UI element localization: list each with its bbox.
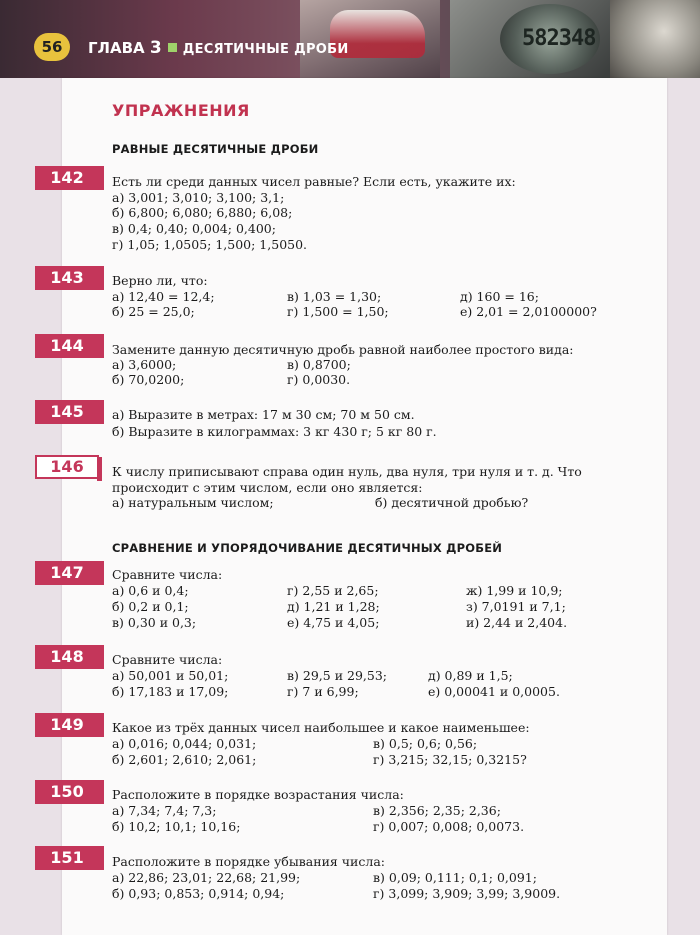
exercise-item: д) 160 = 16; (460, 289, 539, 304)
exercise-item: г) 1,500 = 1,50; (287, 304, 389, 319)
exercise-question: Расположите в порядке возрастания числа: (112, 787, 404, 802)
exercise-item: д) 0,89 и 1,5; (428, 668, 513, 683)
exercise-item: а) 7,34; 7,4; 7,3; (112, 803, 217, 818)
chapter-label: ГЛАВА (88, 39, 145, 57)
section-heading-equal: РАВНЫЕ ДЕСЯТИЧНЫЕ ДРОБИ (112, 142, 319, 156)
exercise-item: а) 3,001; 3,010; 3,100; 3,1; (112, 190, 285, 205)
exercise-question: Есть ли среди данных чисел равные? Если есть, укажите их: (112, 174, 516, 189)
exercise-item: б) 0,93; 0,853; 0,914; 0,94; (112, 886, 285, 901)
exercise-item: а) 3,6000; (112, 357, 177, 372)
exercise-question: Расположите в порядке убывания числа: (112, 854, 385, 869)
exercise-question: Верно ли, что: (112, 273, 208, 288)
exercise-item: б) Выразите в килограммах: 3 кг 430 г; 5 кг 80 г. (112, 424, 437, 439)
exercise-item: б) 2,601; 2,610; 2,061; (112, 752, 257, 767)
exercise-question: Замените данную десятичную дробь равной наиболее простого вида: (112, 342, 574, 357)
exercise-item: г) 0,0030. (287, 372, 351, 387)
exercise-item: г) 3,099; 3,909; 3,99; 3,9009. (373, 886, 561, 901)
exercise-item: г) 3,215; 32,15; 0,3215? (373, 752, 527, 767)
bullet-square-icon (168, 43, 177, 52)
exercise-item: б) 0,2 и 0,1; (112, 599, 189, 614)
exercise-number: 149 (35, 713, 99, 737)
exercise-number: 144 (35, 334, 99, 358)
exercise-item: б) 25 = 25,0; (112, 304, 195, 319)
exercise-item: а) Выразите в метрах: 17 м 30 см; 70 м 50 см. (112, 407, 415, 422)
exercise-item: ж) 1,99 и 10,9; (466, 583, 563, 598)
exercise-number: 142 (35, 166, 99, 190)
exercise-item: в) 1,03 = 1,30; (287, 289, 382, 304)
watch-digits: 582348 (522, 26, 596, 51)
exercise-item: б) 70,0200; (112, 372, 185, 387)
exercise-item: г) 1,05; 1,0505; 1,500; 1,5050. (112, 237, 308, 252)
exercise-item: е) 2,01 = 2,0100000? (460, 304, 597, 319)
exercise-item: з) 7,0191 и 7,1; (466, 599, 566, 614)
exercise-question: Какое из трёх данных чисел наибольшее и какое наименьшее: (112, 720, 530, 735)
exercise-item: д) 1,21 и 1,28; (287, 599, 380, 614)
exercise-item: а) 0,6 и 0,4; (112, 583, 189, 598)
exercise-item: и) 2,44 и 2,404. (466, 615, 568, 630)
exercise-item: в) 0,8700; (287, 357, 351, 372)
exercise-question: К числу приписывают справа один нуль, два нуля, три нуля и т. д. Что (112, 464, 582, 479)
exercise-item: е) 4,75 и 4,05; (287, 615, 380, 630)
chapter-number: 3 (149, 38, 162, 58)
exercise-item: е) 0,00041 и 0,0005. (428, 684, 560, 699)
exercise-number: 146 (35, 455, 99, 479)
chapter-name: ДЕСЯТИЧНЫЕ ДРОБИ (182, 42, 349, 57)
exercise-item: г) 0,007; 0,008; 0,0073. (373, 819, 525, 834)
exercise-item: г) 7 и 6,99; (287, 684, 359, 699)
shell-image (610, 0, 700, 78)
exercise-item: а) 22,86; 23,01; 22,68; 21,99; (112, 870, 301, 885)
exercise-question: Сравните числа: (112, 652, 223, 667)
exercise-number: 147 (35, 561, 99, 585)
exercise-item: в) 0,09; 0,111; 0,1; 0,091; (373, 870, 537, 885)
chapter-title (88, 38, 349, 58)
exercise-item: в) 29,5 и 29,53; (287, 668, 387, 683)
exercise-item: а) 0,016; 0,044; 0,031; (112, 736, 257, 751)
exercise-number: 145 (35, 400, 99, 424)
exercise-item: в) 2,356; 2,35; 2,36; (373, 803, 501, 818)
exercise-item: б) 10,2; 10,1; 10,16; (112, 819, 241, 834)
section-heading-compare: СРАВНЕНИЕ И УПОРЯДОЧИВАНИЕ ДЕСЯТИЧНЫХ ДРОБЕЙ (112, 541, 503, 555)
exercise-item: б) 17,183 и 17,09; (112, 684, 229, 699)
exercise-item: г) 2,55 и 2,65; (287, 583, 379, 598)
exercise-item: в) 0,30 и 0,3; (112, 615, 197, 630)
exercise-item: б) 6,800; 6,080; 6,880; 6,08; (112, 205, 293, 220)
exercise-number: 150 (35, 780, 99, 804)
exercise-item: а) 12,40 = 12,4; (112, 289, 215, 304)
exercise-question: Сравните числа: (112, 567, 223, 582)
exercise-number: 151 (35, 846, 99, 870)
exercise-item: б) десятичной дробью? (375, 495, 529, 510)
page-number: 56 (34, 33, 70, 61)
exercise-item: в) 0,5; 0,6; 0,56; (373, 736, 478, 751)
exercise-number: 143 (35, 266, 99, 290)
exercises-title: УПРАЖНЕНИЯ (112, 101, 250, 120)
exercise-number: 148 (35, 645, 99, 669)
exercise-item: а) натуральным числом; (112, 495, 274, 510)
exercise-question: происходит с этим числом, если оно является: (112, 480, 423, 495)
exercise-item: а) 50,001 и 50,01; (112, 668, 229, 683)
exercise-item: в) 0,4; 0,40; 0,004; 0,400; (112, 221, 276, 236)
